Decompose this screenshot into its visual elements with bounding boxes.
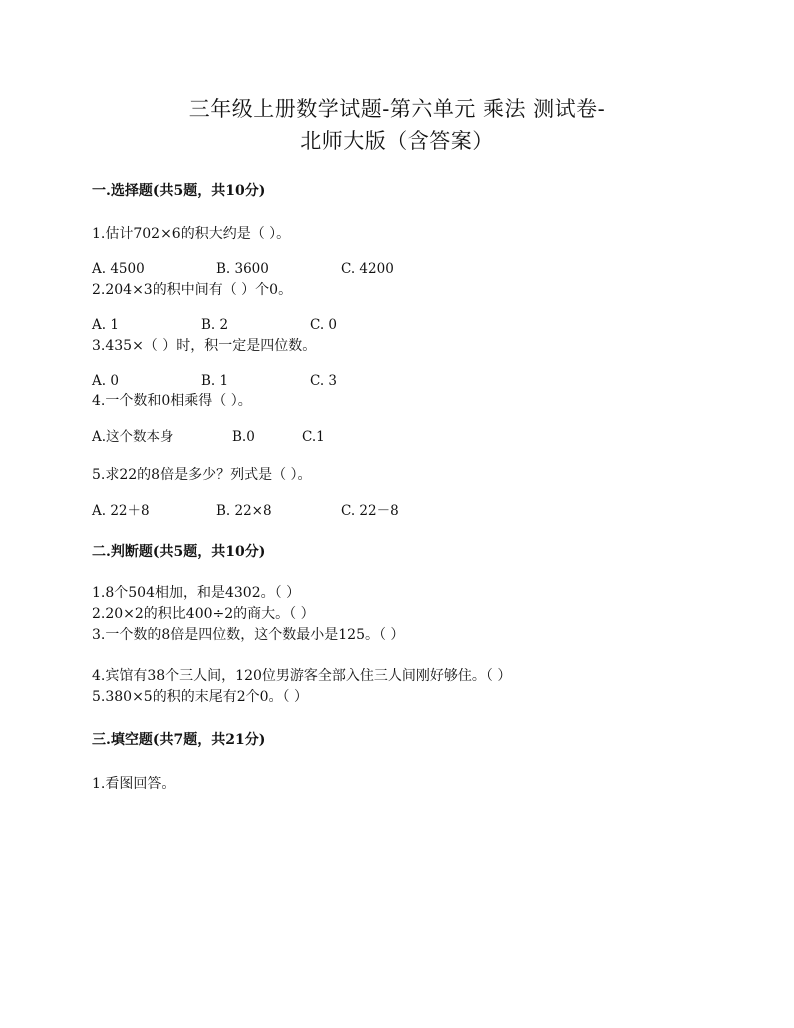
- option-c: C. 3: [310, 373, 338, 389]
- option-a: A. 1: [92, 317, 119, 333]
- option-a: A.这个数本身: [92, 429, 174, 445]
- judgement-question-2: 2.20×2的积比400÷2的商大。（ ）: [92, 606, 315, 622]
- fill-blank-question-1: 1.看图回答。: [92, 776, 176, 792]
- exam-title-line-2: 北师大版（含答案）: [300, 129, 494, 153]
- choice-question-1: 1.估计702×6的积大约是（ ）。: [92, 226, 291, 242]
- judgement-question-5: 5.380×5的积的末尾有2个0。（ ）: [92, 689, 308, 705]
- option-b: B. 2: [201, 317, 229, 333]
- judgement-question-4: 4.宾馆有38个三人间，120位男游客全部入住三人间刚好够住。（ ）: [92, 668, 512, 684]
- option-b: B. 22×8: [216, 503, 272, 519]
- section-heading-fill-blank: 三.填空题(共7题，共21分): [92, 732, 266, 748]
- option-c: C.1: [302, 429, 325, 445]
- option-a: A. 22＋8: [92, 503, 150, 519]
- option-a: A. 4500: [92, 261, 145, 277]
- exam-title-line-1: 三年级上册数学试题-第六单元 乘法 测试卷-: [188, 97, 606, 121]
- option-b: B. 3600: [216, 261, 269, 277]
- section-heading-judgement: 二.判断题(共5题，共10分): [92, 544, 266, 560]
- section-heading-choice: 一.选择题(共5题，共10分): [92, 183, 266, 199]
- option-b: B.0: [232, 429, 255, 445]
- option-c: C. 4200: [341, 261, 394, 277]
- option-a: A. 0: [92, 373, 119, 389]
- choice-question-2: 2.204×3的积中间有（ ）个0。: [92, 282, 293, 298]
- choice-question-5: 5.求22的8倍是多少？列式是（ ）。: [92, 467, 312, 483]
- judgement-question-3: 3.一个数的8倍是四位数，这个数最小是125。（ ）: [92, 627, 405, 643]
- option-c: C. 22－8: [341, 503, 399, 519]
- option-b: B. 1: [201, 373, 229, 389]
- choice-question-3: 3.435×（ ）时，积一定是四位数。: [92, 338, 317, 354]
- judgement-question-1: 1.8个504相加，和是4302。（ ）: [92, 585, 301, 601]
- choice-question-4: 4.一个数和0相乘得（ ）。: [92, 393, 252, 409]
- option-c: C. 0: [310, 317, 338, 333]
